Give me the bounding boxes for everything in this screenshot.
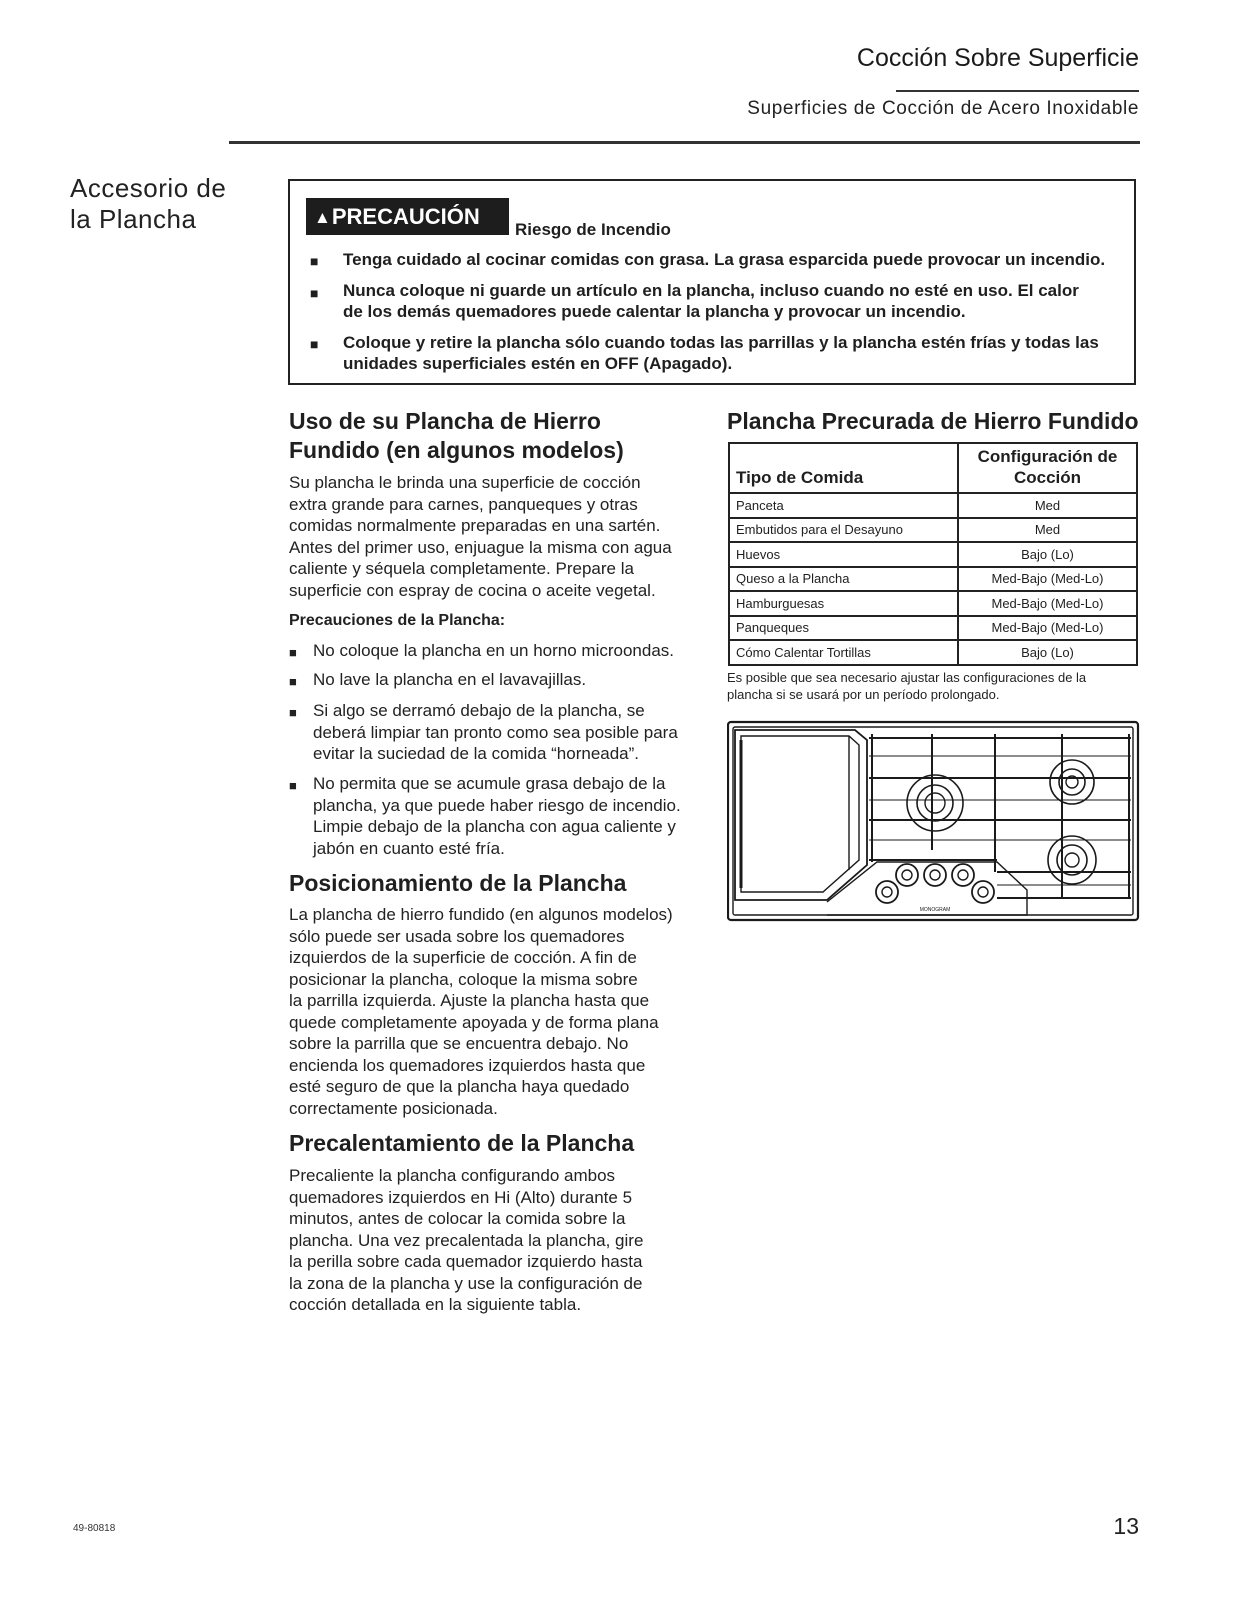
table-row <box>729 616 1137 641</box>
section-title: Cocción Sobre Superficie <box>856 44 1139 72</box>
setting-cell: Bajo (Lo) <box>958 640 1137 665</box>
page-number: 13 <box>1113 1513 1139 1539</box>
header-line: Cocción <box>1013 468 1082 487</box>
food-cell: Embutidos para el Desayuno <box>729 518 958 543</box>
text-line: cocción detallada en la siguiente tabla. <box>289 1295 582 1314</box>
text-line: extra grande para carnes, panqueques y otras <box>289 494 638 514</box>
header-line: Configuración de <box>977 447 1118 466</box>
caution-item: Tenga cuidado al cocinar comidas con grasa. La grasa esparcida puede provocar un incendio. <box>343 250 1106 269</box>
heading-line: Uso de su Plancha de Hierro <box>289 408 601 434</box>
text-line: quemadores izquierdos en Hi (Alto) durante 5 <box>289 1187 633 1207</box>
table-header-row <box>729 443 1137 493</box>
precautions-title: Precauciones de la Plancha: <box>289 612 506 629</box>
bullet-icon: ■ <box>310 336 319 352</box>
precalentamiento-body <box>289 1165 643 1316</box>
uso-body <box>289 472 672 601</box>
food-cell: Cómo Calentar Tortillas <box>729 640 958 665</box>
text-line: quede completamente apoyada y de forma plana <box>289 1012 659 1032</box>
text-line: jabón en cuanto esté fría. <box>313 838 505 858</box>
table-row <box>729 518 1137 543</box>
side-title-line: Accesorio de <box>70 173 227 203</box>
bullet-icon: ■ <box>289 778 297 793</box>
text-line: evitar la suciedad de la comida “horneada”. <box>313 744 640 763</box>
cooking-settings-table <box>728 442 1138 666</box>
side-title-line: la Plancha <box>70 204 197 234</box>
table-note <box>727 669 1139 703</box>
text-line: plancha, ya que puede haber riesgo de incendio. <box>313 795 681 815</box>
table-row <box>729 640 1137 665</box>
food-cell: Panceta <box>729 493 958 518</box>
heading-posicionamiento: Posicionamiento de la Plancha <box>289 870 627 896</box>
caution-risk-label: Riesgo de Incendio <box>515 220 671 239</box>
precaution-item <box>313 700 708 765</box>
food-cell: Huevos <box>729 542 958 567</box>
header-rule-long <box>229 141 1140 144</box>
text-line: comidas normalmente preparadas en una sartén. <box>289 516 661 535</box>
text-line: Su plancha le brinda una superficie de cocción <box>289 473 641 492</box>
warning-triangle-icon: ▲ <box>314 208 331 227</box>
text-line: correctamente posicionada. <box>289 1098 498 1118</box>
column-header-food: Tipo de Comida <box>729 443 958 493</box>
caution-item: Coloque y retire la plancha sólo cuando todas las parrillas y la plancha estén frías y todas las unidades superficiales estén en OFF (Apagado). <box>343 333 1099 373</box>
precaution-item <box>313 640 708 662</box>
section-subtitle: Superficies de Cocción de Acero Inoxidable <box>747 98 1139 119</box>
text-line: Antes del primer uso, enjuague la misma con agua <box>289 537 672 557</box>
text-line: La plancha de hierro fundido (en algunos modelos) <box>289 905 673 924</box>
caution-badge <box>306 198 509 235</box>
posicionamiento-body <box>289 904 673 1119</box>
brand-label: MONOGRAM <box>919 907 951 913</box>
header-rule-short <box>896 90 1139 92</box>
text-line: No permita que se acumule grasa debajo de la <box>313 774 666 793</box>
text-line: posicionar la plancha, coloque la misma sobre <box>289 969 638 989</box>
text-line: izquierdos de la superficie de cocción. A fin de <box>289 948 637 967</box>
heading-line: Fundido (en algunos modelos) <box>289 437 624 463</box>
setting-cell: Med-Bajo (Med-Lo) <box>958 567 1137 592</box>
table-row <box>729 542 1137 567</box>
text-line: Limpie debajo de la plancha con agua caliente y <box>313 817 676 836</box>
setting-cell: Med-Bajo (Med-Lo) <box>958 591 1137 616</box>
caution-badge-label: PRECAUCIÓN <box>331 204 480 229</box>
bullet-icon: ■ <box>289 645 297 660</box>
text-line: la zona de la plancha y use la configuración de <box>289 1273 643 1293</box>
text-line: la parrilla izquierda. Ajuste la plancha hasta que <box>289 991 650 1010</box>
text-line: superficie con espray de cocina o aceite vegetal. <box>289 580 656 600</box>
table-row <box>729 591 1137 616</box>
food-cell: Queso a la Plancha <box>729 567 958 592</box>
food-cell: Panqueques <box>729 616 958 641</box>
precaution-item <box>313 669 708 691</box>
column-header-setting <box>958 443 1137 493</box>
heading-uso <box>289 407 624 465</box>
bullet-icon: ■ <box>310 285 319 301</box>
bullet-icon: ■ <box>289 674 297 689</box>
text-line: encienda los quemadores izquierdos hasta que <box>289 1055 646 1075</box>
text-line: Precaliente la plancha configurando ambos <box>289 1166 616 1185</box>
text-line: No lave la plancha en el lavavajillas. <box>313 670 587 689</box>
caution-item: Nunca coloque ni guarde un artículo en la plancha, incluso cuando no esté en uso. El calor de los demás quemadores puede calentar la plancha y provocar un incendio. <box>343 281 1079 321</box>
food-cell: Hamburguesas <box>729 591 958 616</box>
bullet-icon: ■ <box>310 253 319 269</box>
text-line: sólo puede ser usada sobre los quemadores <box>289 926 625 946</box>
setting-cell: Med <box>958 493 1137 518</box>
side-title <box>70 173 226 235</box>
text-line: plancha. Una vez precalentada la plancha, gire <box>289 1230 644 1250</box>
text-line: Si algo se derramó debajo de la plancha, se <box>313 701 645 720</box>
table-row <box>729 493 1137 518</box>
heading-precalentamiento: Precalentamiento de la Plancha <box>289 1130 635 1156</box>
document-code: 49-80818 <box>73 1523 116 1534</box>
setting-cell: Med-Bajo (Med-Lo) <box>958 616 1137 641</box>
precaution-item <box>313 773 708 859</box>
table-row <box>729 567 1137 592</box>
bullet-icon: ■ <box>289 705 297 720</box>
setting-cell: Bajo (Lo) <box>958 542 1137 567</box>
text-line: sobre la parrilla que se encuentra debajo. No <box>289 1034 629 1053</box>
text-line: minutos, antes de colocar la comida sobre la <box>289 1209 626 1228</box>
text-line: plancha si se usará por un período prolongado. <box>727 687 1000 702</box>
setting-cell: Med <box>958 518 1137 543</box>
text-line: No coloque la plancha en un horno microondas. <box>313 641 675 660</box>
cooktop-griddle-illustration <box>727 720 1140 923</box>
text-line: caliente y séquela completamente. Prepare la <box>289 559 634 578</box>
text-line: deberá limpiar tan pronto como sea posible para <box>313 722 678 742</box>
text-line: la perilla sobre cada quemador izquierdo hasta <box>289 1252 643 1271</box>
text-line: Es posible que sea necesario ajustar las configuraciones de la <box>727 670 1087 685</box>
text-line: esté seguro de que la plancha haya quedado <box>289 1077 630 1096</box>
table-title: Plancha Precurada de Hierro Fundido <box>727 408 1139 434</box>
